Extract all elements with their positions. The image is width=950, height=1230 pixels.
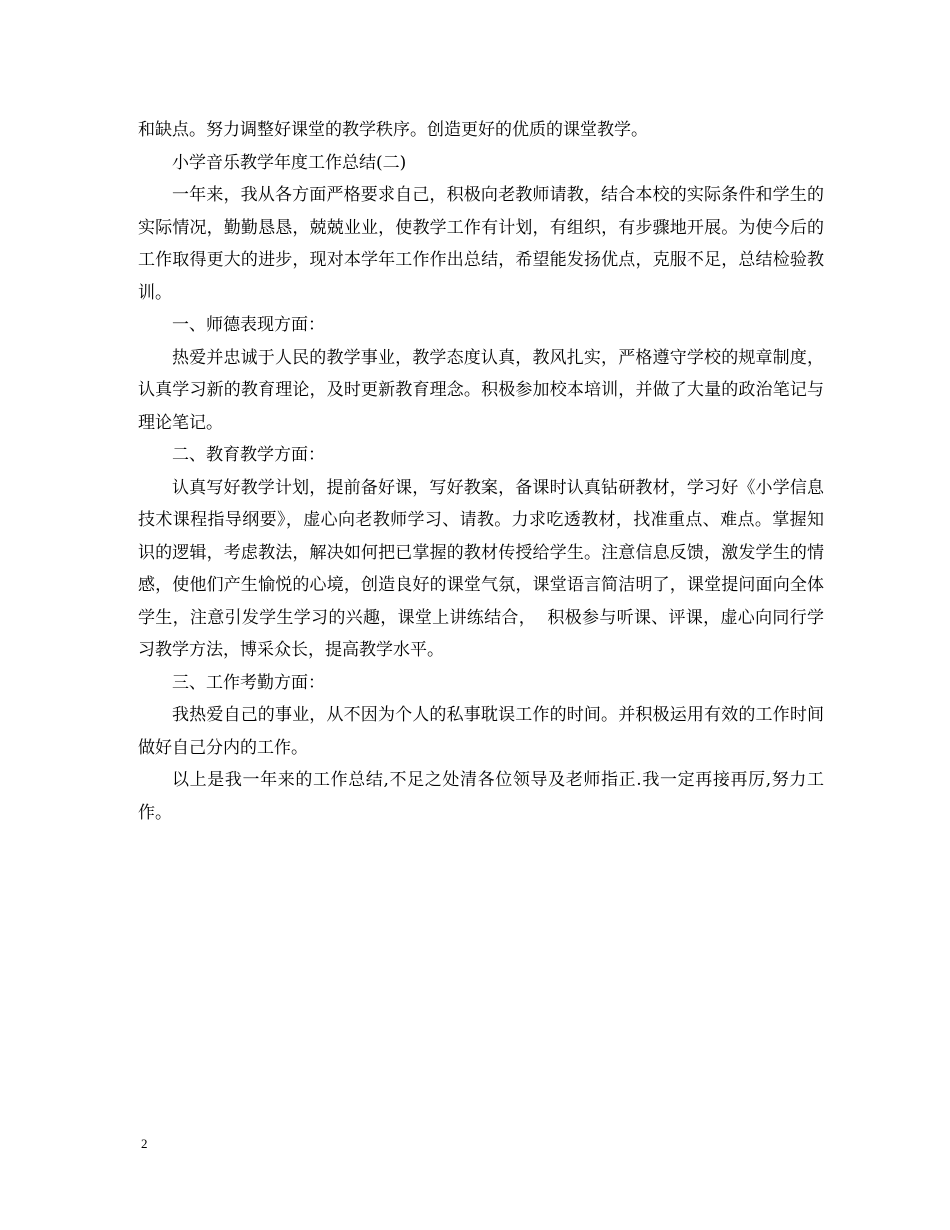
paragraph-teaching: 认真写好教学计划，提前备好课，写好教案，备课时认真钻研教材，学习好《小学信息技术课程指导纲要》，虚心向老教师学习、请教。力求吃透教材，找准重点、难点。掌握知识的逻辑，考虑教法，解决如何把已掌握的教材传授给学生。注意信息反馈，激发学生的情感，使他们产生愉悦的心境，创造良好的课堂气氛，课堂语言简洁明了，课堂提问面向全体学生，注意引发学生学习的兴趣，课堂上讲练结合， 积极参与听课、评课，虚心向同行学习教学方法，博采众长，提高教学水平。 bbox=[138, 477, 824, 660]
paragraph-closing: 以上是我一年来的工作总结,不足之处清各位领导及老师指正.我一定再接再厉,努力工作。 bbox=[138, 770, 824, 823]
section-title: 小学音乐教学年度工作总结(二) bbox=[172, 152, 407, 173]
heading-attendance: 三、工作考勤方面： bbox=[172, 672, 325, 693]
heading-teacher-ethics: 一、师德表现方面： bbox=[172, 315, 325, 335]
paragraph-continuation: 和缺点。努力调整好课堂的教学秩序。创造更好的优质的课堂教学。 bbox=[138, 120, 648, 140]
page-number: 2 bbox=[141, 1136, 148, 1151]
heading-teaching: 二、教育教学方面： bbox=[172, 445, 325, 465]
paragraph-attendance: 我热爱自己的事业，从不因为个人的私事耽误工作的时间。并积极运用有效的工作时间做好自己分内的工作。 bbox=[138, 705, 824, 758]
paragraph-teacher-ethics: 热爱并忠诚于人民的教学事业，教学态度认真，教风扎实，严格遵守学校的规章制度，认真学习新的教育理论，及时更新教育理念。积极参加校本培训，并做了大量的政治笔记与理论笔记。 bbox=[138, 347, 824, 433]
paragraph-intro: 一年来，我从各方面严格要求自己，积极向老教师请教，结合本校的实际条件和学生的实际情况，勤勤恳恳，兢兢业业，使教学工作有计划，有组织，有步骤地开展。为使今后的工作取得更大的进步，现对本学年工作作出总结，希望能发扬优点，克服不足，总结检验教训。 bbox=[138, 185, 824, 303]
document-body bbox=[138, 114, 824, 829]
